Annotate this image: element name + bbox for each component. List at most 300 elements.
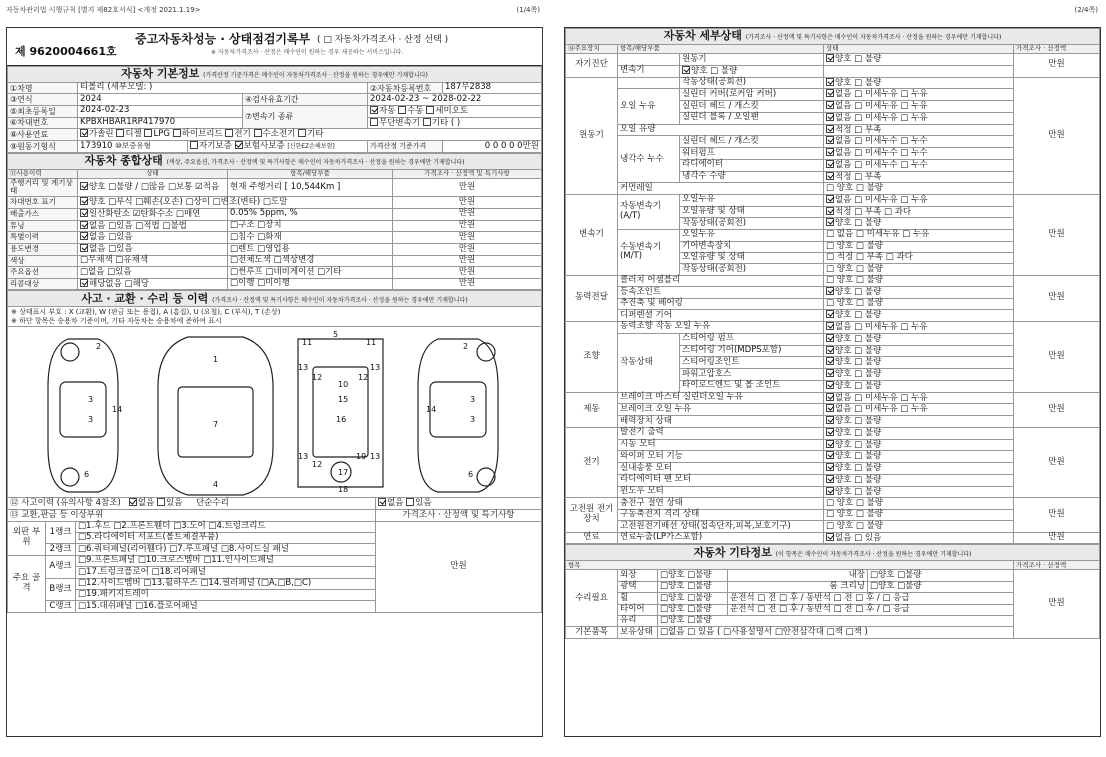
page-number: (1/4쪽)	[516, 6, 540, 14]
detail-item: 변속기	[618, 65, 680, 77]
vin-label: ⑥차대번호	[8, 117, 78, 129]
detail-state: 양호 □ 불량	[824, 333, 1014, 345]
detail-state: □ 양호 □ 불량	[824, 183, 1014, 194]
checkbox-selected[interactable]	[826, 218, 834, 226]
detail-sub: 작동상태	[618, 333, 680, 392]
motor-type: 173910 ⑩보증유형	[78, 141, 188, 153]
detail-price: 만원	[1014, 194, 1100, 275]
overall-price: 만원	[393, 255, 542, 266]
checkbox-selected[interactable]	[826, 287, 834, 295]
svg-text:3: 3	[88, 415, 94, 425]
svg-text:5: 5	[333, 330, 339, 340]
svg-text:3: 3	[88, 395, 94, 405]
car-damage-diagram	[7, 327, 542, 497]
overall-state: 없음 □있음	[78, 244, 228, 256]
glass-status: □양호 □불량	[658, 615, 1014, 626]
detail-sub: 냉각수 누수	[618, 136, 680, 183]
detail-form	[564, 27, 1101, 737]
detail-row	[566, 532, 1100, 544]
detail-item: 오일 유량	[618, 124, 824, 136]
detail-price: 만원	[1014, 498, 1100, 532]
overall-price: 만원	[393, 244, 542, 256]
checkbox-selected[interactable]	[826, 533, 834, 541]
svg-text:3: 3	[470, 395, 476, 405]
basic-items-label: 기본품목	[566, 627, 618, 638]
accident-table	[7, 290, 542, 307]
page-2	[558, 0, 1106, 757]
rank-b-label: B랭크	[46, 578, 76, 601]
detail-item: 배력장치 상태	[618, 416, 824, 428]
vin: KPBXHBAR1RP417970	[78, 117, 243, 129]
detail-item: 고전원전기배선 상태(접속단자,피복,보호기구)	[618, 521, 824, 532]
overall-state: □무채색 □유채색	[78, 255, 228, 266]
glass-label: 유리	[618, 615, 658, 626]
detail-item: 브레이크 마스터 실린더오일 누유	[618, 392, 824, 404]
svg-text:12: 12	[312, 373, 323, 383]
detail-state: 양호 □ 불량	[824, 357, 1014, 369]
overall-item: 용도변경	[8, 244, 78, 256]
svg-text:18: 18	[338, 485, 349, 495]
overall-detail: 현재 주행거리 [ 10,544Km ]	[228, 178, 393, 196]
other-price: 만원	[1014, 570, 1100, 638]
overall-price: 만원	[393, 278, 542, 290]
detail-price: 만원	[1014, 392, 1100, 427]
detail-item: 실린더 헤드 / 개스킷	[680, 101, 824, 113]
detail-price: 만원	[1014, 532, 1100, 544]
rank-1-label: 1랭크	[46, 521, 76, 544]
detail-row	[566, 427, 1100, 439]
overall-item: 색상	[8, 255, 78, 266]
inspection-period: 2024-02-23 ~ 2028-02-22	[368, 94, 542, 105]
checkbox-selected[interactable]	[826, 113, 834, 121]
rank-2-items: □6.쿼터패널(리어휀다) □7.루프패널 □8.사이드실 패널	[76, 544, 376, 555]
svg-text:7: 7	[213, 420, 219, 430]
detail-state: □ 없음 □ 미세누유 □ 누유	[824, 230, 1014, 241]
detail-item: 스티어링 펌프	[680, 333, 824, 345]
accident-history-table	[7, 497, 542, 612]
detail-item: 작동상태(공회전)	[680, 77, 824, 89]
keep-label: 보유상태	[618, 627, 658, 638]
overall-state: 일산화탄소 ☑탄화수소 □매연	[78, 208, 228, 220]
overall-detail: 0.05% 5ppm, %	[228, 208, 393, 220]
detail-item: 윈도우 모터	[618, 486, 824, 498]
svg-text:14: 14	[112, 405, 123, 415]
detail-item: 기어변속장치	[680, 241, 824, 252]
detail-item: 오일누유	[680, 194, 824, 206]
device-group: 자기진단	[566, 54, 618, 78]
checkbox-auto[interactable]	[370, 106, 378, 114]
checkbox-manual[interactable]	[398, 106, 406, 114]
checkbox-selected[interactable]	[826, 451, 834, 459]
overall-state: 없음 □있음 □적법 □불법	[78, 220, 228, 232]
checkbox-fuel-etc[interactable]	[298, 129, 306, 137]
overall-row	[8, 220, 542, 232]
detail-state: □ 양호 □ 불량	[824, 521, 1014, 532]
checkbox-selected[interactable]	[80, 209, 88, 217]
first-reg-label: ⑤최초등록일	[8, 105, 78, 117]
checkbox-repair[interactable]	[406, 498, 414, 506]
detail-state: 양호 □ 불량	[824, 439, 1014, 451]
exterior-label: 외장	[618, 570, 658, 581]
svg-text:10: 10	[338, 380, 349, 390]
detail-state: 적정 □ 부족	[824, 124, 1014, 136]
checkbox-selected[interactable]	[826, 136, 834, 144]
detail-price: 만원	[1014, 275, 1100, 321]
svg-text:11: 11	[302, 338, 313, 348]
detail-heading: 자동차 세부상태 (가격조사 · 산정액 및 특기사항은 매수인이 자동차가격조사 · 산정을 원하는 경우에만 기재합니다)	[566, 29, 1100, 45]
svg-text:6: 6	[468, 470, 474, 480]
svg-text:13: 13	[298, 452, 309, 462]
exterior-status: □양호 □불량	[658, 570, 728, 581]
rank-a-items: □9.프론트패널 □10.크로스멤버 □11.인사이드패널	[76, 555, 376, 566]
year-label: ③연식	[8, 94, 78, 105]
wheel-label: 휠	[618, 593, 658, 604]
overall-detail: □전체도색 □색상변경	[228, 255, 393, 266]
rank-2-label: 2랭크	[46, 544, 76, 555]
svg-text:19: 19	[356, 452, 367, 462]
detail-sub: 자동변속기 (A/T)	[618, 194, 680, 229]
detail-state: □ 양호 □ 불량	[824, 264, 1014, 275]
main-frame-label: 주요 골격	[8, 555, 46, 612]
interior-label: 내장	[728, 570, 868, 581]
overall-price: 만원	[393, 178, 542, 196]
checkbox-selected[interactable]	[826, 207, 834, 215]
overall-item: 리콜대상	[8, 278, 78, 290]
overall-heading: 자동차 종합상태 (색상, 주요옵션, 가격조사 · 산정액 및 특기사항은 매수인이 자동차가격조사 · 산정을 원하는 경우에만 기재합니다)	[8, 153, 542, 169]
rank-b-items: □12.사이드멤버 □13.휠하우스 □14.필러패널 (□A,□B,□C)	[76, 578, 376, 589]
detail-state: 없음 □ 미세누수 □ 누수	[824, 159, 1014, 171]
detail-state: 양호 □ 불량	[824, 218, 1014, 230]
detail-item: 등속조인트	[618, 287, 824, 299]
detail-price: 만원	[1014, 321, 1100, 392]
detail-item: 동력조향 작동 오일 누유	[618, 321, 824, 333]
overall-status-table: 자동차 종합상태 (색상, 주요옵션, 가격조사 · 산정액 및 특기사항은 매수인이 자동차가격조사 · 산정을 원하는 경우에만 기재합니다) ⑪사용이력 상태 항목/해당부품 가격조사 · 산정액 및 특기사항 주행거리 및 계기상태 양호 □불량 / □많음 □보통 ☑적음 현재 주행거리 [ 10,544Km ] 만원 차대번호 표기 양호 □부식 □훼손(오손) □상이 □변조(변타) □도말 만원 배출가스 일산화탄소 ☑탄화수소 □매연 0.05% 5ppm, % 만원 튜닝 없음 □있음 □적법 □불법 □구조 □장치 만원 특별이력 없음 □있음 □침수 □화재 만원 용도변경 없음 □있음 □렌트 □영업용 만원 색상 □무채색 □유채색 □전체도색 □색상변경 만원 주요옵션 □없음 □있음 □썬루프 □네비게이션 □기타 만원 리콜대상 해당없음 □해당 □이행 □미이행 만원	[7, 153, 542, 291]
detail-item: 실린더 커버(로커암 커버)	[680, 89, 824, 101]
detail-item: 실린더 블록 / 오일팬	[680, 112, 824, 124]
other-info-table: 자동차 기타정보 (이 항목은 매수인이 자동차가격조사 · 산정을 원하는 경우에만 기재합니다) 항목 가격조사 · 산정액 수리필요 외장 □양호 □불량 내장 □양호 □불량 만원 광택 □양호 □불량 룸 크리닝 □양호 □불량 휠 □양호 □불량 운전석 □ 전 □ 후 / 동반석 □ 전 □ 후 / □ 응급 타이어 □양호 □불량 운전석 □ 전 □ 후 / 동반석 □ 전 □ 후 / □ 응급 유리 □양호 □불량 기본품목 보유상태 □없음 □ 있음 ( □사용설명서 □안전삼각대 □잭 □잭 )	[565, 544, 1100, 638]
checkbox-accident[interactable]	[157, 498, 165, 506]
overall-row	[8, 232, 542, 244]
checkbox-self-warranty[interactable]	[190, 141, 198, 149]
checkbox-selected[interactable]	[826, 101, 834, 109]
detail-state: □ 양호 □ 불량	[824, 498, 1014, 509]
detail-state: 양호 □ 불량	[824, 486, 1014, 498]
checkbox-selected[interactable]	[682, 66, 690, 74]
price-option: ( □ 자동차가격조사 · 산정 선택 )	[317, 35, 449, 45]
detail-state: 양호 □ 불량	[824, 380, 1014, 392]
overall-item: 주요옵션	[8, 267, 78, 278]
detail-state: 없음 □ 미세누유 □ 누유	[824, 112, 1014, 124]
checkbox-trans-etc[interactable]	[423, 118, 431, 126]
detail-sub	[618, 77, 680, 89]
svg-text:14: 14	[426, 405, 437, 415]
overall-item: 주행거리 및 계기상태	[8, 178, 78, 196]
detail-row	[566, 275, 1100, 286]
checkbox-selected[interactable]	[826, 369, 834, 377]
keep-status: □없음 □ 있음 ( □사용설명서 □안전삼각대 □잭 □잭 )	[658, 627, 1014, 638]
wheel-detail: 운전석 □ 전 □ 후 / 동반석 □ 전 □ 후 / □ 응급	[728, 593, 1014, 604]
overall-item: 특별이력	[8, 232, 78, 244]
gloss-label: 광택	[618, 581, 658, 592]
checkbox-selected[interactable]	[826, 381, 834, 389]
detail-state: 양호 □ 불량	[824, 474, 1014, 486]
overall-item: 차대번호 표기	[8, 197, 78, 209]
overall-state: □없음 □있음	[78, 267, 228, 278]
detail-row	[566, 321, 1100, 333]
detail-sub	[618, 54, 680, 66]
accident-history: ⑫ 사고이력 (유의사항 4참조) 없음 있음 단순수리	[8, 498, 376, 510]
exchange-label: ⑬ 교환,판금 등 이상부위	[8, 510, 376, 521]
checkbox-cvt[interactable]	[370, 118, 378, 126]
checkbox-semi[interactable]	[426, 106, 434, 114]
detail-price: 만원	[1014, 427, 1100, 498]
detail-state: 없음 □ 미세누유 □ 누유	[824, 392, 1014, 404]
checkbox-selected[interactable]	[80, 221, 88, 229]
detail-item: 워터펌프	[680, 148, 824, 160]
checkbox-selected[interactable]	[826, 463, 834, 471]
svg-text:12: 12	[312, 460, 323, 470]
form-title-block	[7, 28, 542, 66]
other-heading: 자동차 기타정보 (이 항목은 매수인이 자동차가격조사 · 산정을 원하는 경우에만 기재합니다)	[566, 545, 1100, 561]
checkbox-selected[interactable]	[826, 54, 834, 62]
basic-info-heading: 자동차 기본정보 (가격산정 기준가격은 매수인이 자동차가격조사 · 산정을 원하는 경우에만 기재합니다)	[8, 67, 542, 83]
checkbox-no-accident[interactable]	[129, 498, 137, 506]
overall-row	[8, 278, 542, 290]
detail-item: 스티어링 기어(MDPS포함)	[680, 345, 824, 357]
detail-state: 양호 □ 불량	[824, 54, 1014, 66]
reg-label: ②자동차등록번호	[368, 83, 443, 94]
detail-state: 없음 □ 미세누수 □ 누수	[824, 148, 1014, 160]
checkbox-diesel[interactable]	[116, 129, 124, 137]
overall-price: 만원	[393, 232, 542, 244]
page-1	[0, 0, 548, 757]
outer-panel-label: 외판 부위	[8, 521, 46, 555]
device-group: 조향	[566, 321, 618, 392]
rank-c-items: □15.대쉬패널 □16.플로어패널	[76, 601, 376, 612]
base-price: 0 0 0 0 0만원	[443, 141, 542, 153]
accident-heading: 사고 · 교환 · 수리 등 이력 (가격조사 · 산정액 및 특기사항은 매수인이 자동차가격조사 · 산정을 원하는 경우에만 기재합니다)	[8, 291, 542, 307]
exchange-price: 만원	[376, 521, 542, 612]
svg-text:15: 15	[338, 395, 349, 405]
detail-item: 충전구 절연 상태	[618, 498, 824, 509]
detail-item: 발전기 출력	[618, 427, 824, 439]
checkbox-insurance-warranty[interactable]	[235, 141, 243, 149]
overall-price: 만원	[393, 197, 542, 209]
price-label: 가격산정 기준가격	[368, 141, 443, 153]
svg-text:12: 12	[358, 373, 369, 383]
checkbox-selected[interactable]	[826, 393, 834, 401]
motor-label: ⑨원동기형식	[8, 141, 78, 153]
form-reference: 자동차관리법 시행규칙 [별지 제82호서식] <개정 2021.1.19>	[6, 6, 201, 14]
detail-state: 적정 □ 부족	[824, 171, 1014, 183]
rank-c-label: C랭크	[46, 601, 76, 612]
detail-item: 커먼레일	[618, 183, 824, 194]
detail-state: 양호 □ 불량	[680, 65, 824, 77]
exchange-price-label: 가격조사 · 산정액 및 특기사항	[376, 510, 542, 521]
svg-text:6: 6	[84, 470, 90, 480]
form-subtitle: ※ 자동차가격조사 · 산정은 매수인이 원하는 경우 제공하는 서비스입니다.	[211, 49, 404, 56]
detail-item: 타이로드엔드 및 볼 조인트	[680, 380, 824, 392]
overall-detail: □침수 □화재	[228, 232, 393, 244]
overall-detail: □이행 □미이행	[228, 278, 393, 290]
svg-text:1: 1	[213, 355, 219, 365]
interior-status: □양호 □불량	[868, 570, 1014, 581]
svg-text:16: 16	[336, 415, 347, 425]
detail-item: 냉각수 수량	[680, 171, 824, 183]
checkbox-hybrid[interactable]	[173, 129, 181, 137]
detail-row	[566, 77, 1100, 89]
checkbox-selected[interactable]	[826, 334, 834, 342]
overall-row	[8, 267, 542, 278]
car-name: 티볼리 (세부모델: )	[78, 83, 368, 94]
checkbox-selected[interactable]	[826, 346, 834, 354]
overall-state: 해당없음 □해당	[78, 278, 228, 290]
checkbox-selected[interactable]	[826, 404, 834, 412]
detail-status-table: 자동차 세부상태 (가격조사 · 산정액 및 특기사항은 매수인이 자동차가격조사 · 산정을 원하는 경우에만 기재합니다) ⑭주요장치 항목/해당부품 상태 가격조사 · 산정액 자기진단 원동기 양호 □ 불량 만원 변속기 양호 □ 불량 원동기 작동상태(공회전) 양호 □ 불량 만원 오일 누유 실린더 커버(로커암 커버) 없음 □ 미세누유 □ 누유 실린더 헤드 / 개스킷 없음 □ 미세누유 □ 누유 실린더 블록 / 오일팬 없음 □ 미세누유 □ 누유 오일 유량 적정 □ 부족 냉각수 누수 실린더 헤드 / 개스킷 없음 □ 미세누수 □ 누수 워터펌프 없음 □ 미세누수 □ 누수 라디에이터 없음 □ 미세누수 □ 누수 냉각수 수량 적정 □ 부족 커먼레일 □ 양호 □ 불량 변속기 자동변속기 (A/T) 오일누유 없음 □ 미세누유 □ 누유 만원 오일유량 및 상태 적정 □ 부족 □ 과다 작동상태(공회전) 양호 □ 불량 수동변속기 (M/T) 오일누유 □ 없음 □ 미세누유 □ 누유 기어변속장치 □ 양호 □ 불량 오일유량 및 상태 □ 적정 □ 부족 □ 과다 작동상태(공회전) □ 양호 □ 불량 동력전달 클러치 어셈블리 □ 양호 □ 불량 만원 등속조인트 양호 □ 불량 추진축 및 베어링 □ 양호 □ 불량 디퍼렌셜 기어 양호 □ 불량 조향 동력조향 작동 오일 누유 없음 □ 미세누유 □ 누유 만원 작동상태 스티어링 펌프 양호 □ 불량 스티어링 기어(MDPS포함) 양호 □ 불량 스티어링조인트 양호 □ 불량 파워고압호스 양호 □ 불량 타이로드엔드 및 볼 조인트 양호 □ 불량 제동 브레이크 마스터 실린더오일 누유 없음 □ 미세누유 □ 누유 만원 브레이크 오일 누유 없음 □ 미세누유 □ 누유 배력장치 상태 양호 □ 불량 전기 발전기 출력 양호 □ 불량 만원 시동 모터 양호 □ 불량 와이퍼 모터 기능 양호 □ 불량 실내송풍 모터 양호 □ 불량 라디에이터 팬 모터 양호 □ 불량 윈도우 모터 양호 □ 불량 고전원 전기장치 충전구 절연 상태 □ 양호 □ 불량 만원 구동축전지 격리 상태 □ 양호 □ 불량 고전원전기배선 상태(접속단자,피복,보호기구) □ 양호 □ 불량 연료 연료누출(LP가스포함) 없음 □ 있음 만원	[565, 28, 1100, 544]
checkbox-gasoline[interactable]	[80, 129, 88, 137]
overall-state: 양호 □부식 □훼손(오손) □상이 □변조(변타) □도말	[78, 197, 228, 209]
svg-text:17: 17	[338, 468, 349, 478]
checkbox-selected[interactable]	[80, 232, 88, 240]
checkbox-no-repair[interactable]	[378, 498, 386, 506]
svg-text:2: 2	[96, 342, 102, 352]
checkbox-selected[interactable]	[826, 148, 834, 156]
overall-detail: □구조 □장치	[228, 220, 393, 232]
checkbox-selected[interactable]	[826, 322, 834, 330]
detail-sub: 수동변속기 (M/T)	[618, 230, 680, 276]
device-group: 연료	[566, 532, 618, 544]
detail-state: □ 양호 □ 불량	[824, 298, 1014, 309]
svg-text:2: 2	[463, 342, 469, 352]
detail-price: 만원	[1014, 77, 1100, 194]
detail-item: 클러치 어셈블리	[618, 275, 824, 286]
car-outline-diagrams	[8, 327, 543, 497]
detail-sub: 오일 누유	[618, 89, 680, 124]
reg-number: 187무2838	[443, 83, 542, 94]
detail-state: 양호 □ 불량	[824, 310, 1014, 322]
page-number-2: (2/4쪽)	[1074, 6, 1098, 14]
device-group: 동력전달	[566, 275, 618, 321]
overall-state: 양호 □불량 / □많음 □보통 ☑적음	[78, 178, 228, 196]
detail-item: 원동기	[680, 54, 824, 66]
checkbox-selected[interactable]	[80, 197, 88, 205]
svg-text:11: 11	[366, 338, 377, 348]
checkbox-selected[interactable]	[826, 416, 834, 424]
overall-row	[8, 208, 542, 220]
detail-item: 디퍼렌셜 기어	[618, 310, 824, 322]
checkbox-selected[interactable]	[826, 78, 834, 86]
detail-item: 추진축 및 베어링	[618, 298, 824, 309]
overall-detail: □썬루프 □네비게이션 □기타	[228, 267, 393, 278]
detail-state: 양호 □ 불량	[824, 463, 1014, 475]
detail-state: 양호 □ 불량	[824, 369, 1014, 381]
detail-item: 실내송풍 모터	[618, 463, 824, 475]
detail-state: 없음 □ 미세누유 □ 누유	[824, 321, 1014, 333]
detail-state: 없음 □ 미세누유 □ 누유	[824, 404, 1014, 416]
overall-price: 만원	[393, 267, 542, 278]
detail-state: 적정 □ 부족 □ 과다	[824, 206, 1014, 218]
checkbox-selected[interactable]	[80, 279, 88, 287]
overall-row	[8, 178, 542, 196]
checkbox-selected[interactable]	[826, 195, 834, 203]
tire-status: □양호 □불량	[658, 604, 728, 615]
detail-state: □ 양호 □ 불량	[824, 241, 1014, 252]
overall-item: 튜닝	[8, 220, 78, 232]
checkbox-selected[interactable]	[826, 89, 834, 97]
overall-price: 만원	[393, 220, 542, 232]
detail-item: 시동 모터	[618, 439, 824, 451]
detail-item: 파워고압호스	[680, 369, 824, 381]
checkbox-selected[interactable]	[826, 475, 834, 483]
checkbox-selected[interactable]	[826, 160, 834, 168]
detail-state: 없음 □ 미세누유 □ 누유	[824, 89, 1014, 101]
overall-state: 없음 □있음	[78, 232, 228, 244]
detail-item: 브레이크 오일 누유	[618, 404, 824, 416]
checkbox-selected[interactable]	[826, 172, 834, 180]
detail-state: □ 양호 □ 불량	[824, 509, 1014, 520]
overall-row	[8, 255, 542, 266]
device-group: 전기	[566, 427, 618, 498]
detail-row	[566, 194, 1100, 206]
document-number: 제 9620004661호	[15, 45, 117, 58]
detail-state: 양호 □ 불량	[824, 451, 1014, 463]
checkbox-selected[interactable]	[826, 440, 834, 448]
detail-state: 없음 □ 미세누유 □ 누유	[824, 194, 1014, 206]
warranty-options: 자기보증 보험사보증 [신한EZ손해보험]	[188, 141, 368, 153]
svg-text:13: 13	[370, 363, 381, 373]
device-group: 변속기	[566, 194, 618, 275]
checkbox-selected[interactable]	[80, 244, 88, 252]
first-reg-date: 2024-02-23	[78, 105, 243, 117]
checkbox-selected[interactable]	[826, 125, 834, 133]
detail-state: 양호 □ 불량	[824, 416, 1014, 428]
detail-item: 스티어링조인트	[680, 357, 824, 369]
room-cleaning-label: 룸 크리닝	[728, 581, 868, 592]
device-group: 고전원 전기장치	[566, 498, 618, 532]
car-name-label: ①차명	[8, 83, 78, 94]
svg-text:13: 13	[298, 363, 309, 373]
checkbox-selected[interactable]	[826, 487, 834, 495]
detail-item: 라디에이터	[680, 159, 824, 171]
simple-repair-options: 없음 있음	[376, 498, 542, 510]
svg-text:3: 3	[470, 415, 476, 425]
checkbox-selected[interactable]	[826, 310, 834, 318]
transmission-options: 자동 수동 세미오토	[368, 105, 542, 117]
detail-item: 구동축전지 격리 상태	[618, 509, 824, 520]
checkbox-ev[interactable]	[225, 129, 233, 137]
status-legend: ※ 상태표시 부호 : X (교환), W (판금 또는 용접), A (흠집), U (요철), C (부식), T (손상) ※ 하단 항목은 승용차 기준이며, 기타 자동차는 승용차에 준하여 표시	[7, 307, 542, 327]
gloss-status: □양호 □불량	[658, 581, 728, 592]
checkbox-selected[interactable]	[826, 428, 834, 436]
detail-row	[566, 498, 1100, 509]
rank-1-items-2: □5.라디에이터 서포트(볼트체결부품)	[76, 533, 376, 544]
checkbox-hydrogen[interactable]	[254, 129, 262, 137]
device-group: 제동	[566, 392, 618, 427]
checkbox-lpg[interactable]	[144, 129, 152, 137]
checkbox-selected[interactable]	[80, 182, 88, 190]
tire-detail: 운전석 □ 전 □ 후 / 동반석 □ 전 □ 후 / □ 응급	[728, 604, 1014, 615]
form-title: 중고자동차성능 · 상태점검기록부	[135, 32, 311, 46]
svg-text:13: 13	[370, 452, 381, 462]
svg-text:4: 4	[213, 480, 219, 490]
detail-state: 양호 □ 불량	[824, 427, 1014, 439]
checkbox-selected[interactable]	[826, 357, 834, 365]
detail-state: 양호 □ 불량	[824, 77, 1014, 89]
fuel-label: ⑧사용연료	[8, 129, 78, 141]
detail-item: 라디에이터 팬 모터	[618, 474, 824, 486]
wheel-status: □양호 □불량	[658, 593, 728, 604]
transmission-options-2: 무단변속기 기타 ( )	[368, 117, 542, 129]
